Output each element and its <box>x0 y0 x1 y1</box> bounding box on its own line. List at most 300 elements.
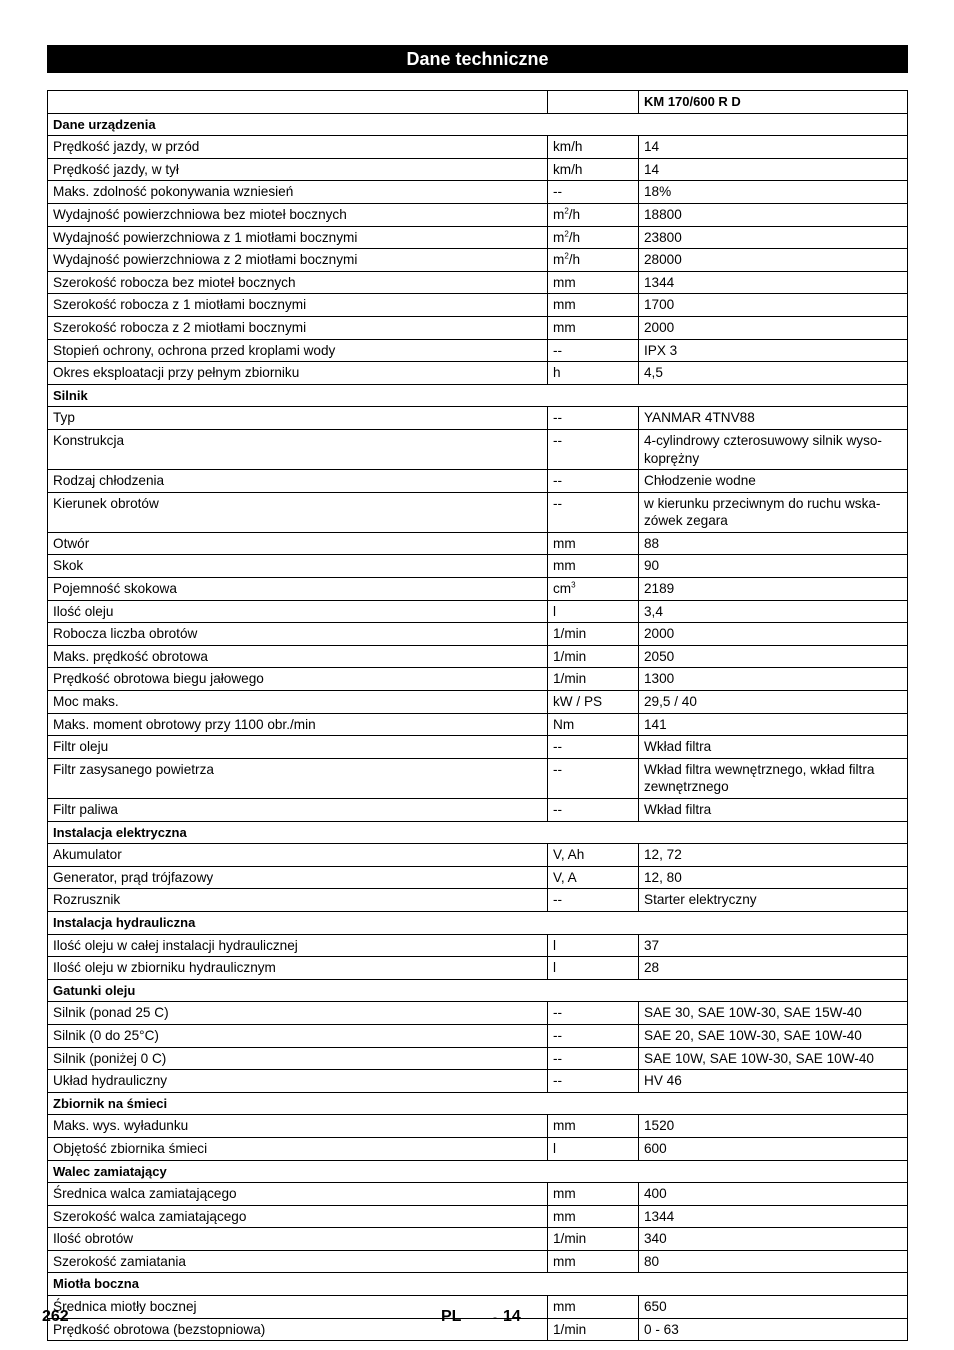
unit-text: cm <box>553 581 572 597</box>
page-number: 262 <box>42 1308 69 1325</box>
value-text: 23800 <box>644 229 682 245</box>
unit-text: -- <box>553 1073 563 1089</box>
spec-label: Otwór <box>48 532 548 555</box>
spec-label: Maks. zdolność pokonywania wzniesień <box>48 181 548 204</box>
table-row <box>48 866 908 889</box>
unit-text: -- <box>553 1005 563 1021</box>
unit-text: mm <box>553 319 576 335</box>
unit-text: -- <box>553 473 563 489</box>
spec-unit <box>548 158 639 181</box>
value-text: 1344 <box>644 1208 675 1224</box>
section-title: Instalacja hydrauliczna <box>48 911 908 934</box>
spec-label: Ilość oleju <box>48 600 548 623</box>
value-text: 0 - 63 <box>644 1321 679 1337</box>
spec-value <box>639 429 908 469</box>
unit-text: mm <box>553 1118 576 1134</box>
table-row <box>48 1183 908 1206</box>
spec-label: Kierunek obrotów <box>48 492 548 532</box>
spec-value <box>639 645 908 668</box>
spec-label: Silnik (poniżej 0 C) <box>48 1047 548 1070</box>
spec-value <box>639 555 908 578</box>
table-row <box>48 203 908 226</box>
table-row <box>48 600 908 623</box>
unit-text: mm <box>553 297 576 313</box>
spec-value <box>639 226 908 249</box>
value-text: 2000 <box>644 319 675 335</box>
spec-label: Prędkość obrotowa (bezstopniowa) <box>48 1318 548 1341</box>
unit-superscript: 2 <box>564 229 569 239</box>
unit-text: -- <box>553 1050 563 1066</box>
unit-text: -- <box>553 495 563 511</box>
table-row <box>48 470 908 493</box>
spec-label: Wydajność powierzchniowa z 2 miotłami bocznymi <box>48 249 548 272</box>
spec-unit <box>548 294 639 317</box>
unit-suffix: /h <box>568 252 581 268</box>
unit-text: -- <box>553 739 563 755</box>
value-text: 28 <box>644 960 660 976</box>
table-row <box>48 136 908 159</box>
value-text: 3,4 <box>644 603 663 619</box>
spec-label: Ilość obrotów <box>48 1228 548 1251</box>
spec-label: Okres eksploatacji przy pełnym zbiorniku <box>48 362 548 385</box>
spec-unit <box>548 203 639 226</box>
spec-unit <box>548 1024 639 1047</box>
spec-value <box>639 407 908 430</box>
spec-value <box>639 316 908 339</box>
value-text: 4-cylindrowy czterosuwowy silnik wyso- <box>644 432 882 448</box>
table-row <box>48 1047 908 1070</box>
spec-value <box>639 578 908 601</box>
value-text: 1520 <box>644 1118 675 1134</box>
spec-value <box>639 136 908 159</box>
table-row <box>48 271 908 294</box>
spec-unit <box>548 844 639 867</box>
spec-unit <box>548 736 639 759</box>
spec-label: Prędkość obrotowa biegu jałowego <box>48 668 548 691</box>
spec-value <box>639 1228 908 1251</box>
spec-value <box>639 799 908 822</box>
spec-label: Stopień ochrony, ochrona przed kroplami wody <box>48 339 548 362</box>
value-text: 88 <box>644 535 660 551</box>
spec-unit <box>548 555 639 578</box>
value-text: 400 <box>644 1186 667 1202</box>
spec-label: Wydajność powierzchniowa z 1 miotłami bocznymi <box>48 226 548 249</box>
table-row <box>48 844 908 867</box>
value-text-continued: zówek zegara <box>644 513 728 529</box>
unit-text: mm <box>553 558 576 574</box>
spec-label: Prędkość jazdy, w tył <box>48 158 548 181</box>
unit-text: km/h <box>553 139 583 155</box>
spec-unit <box>548 470 639 493</box>
table-row <box>48 668 908 691</box>
unit-text: -- <box>553 432 563 448</box>
value-text-continued: zewnętrznego <box>644 779 729 795</box>
unit-text: -- <box>553 410 563 426</box>
unit-text: -- <box>553 1027 563 1043</box>
unit-text: -- <box>553 184 563 200</box>
spec-unit <box>548 226 639 249</box>
unit-text: h <box>553 365 561 381</box>
value-text: SAE 10W, SAE 10W-30, SAE 10W-40 <box>644 1050 874 1066</box>
spec-value <box>639 1024 908 1047</box>
spec-label: Filtr zasysanego powietrza <box>48 758 548 798</box>
spec-unit <box>548 1296 639 1319</box>
value-text: 18800 <box>644 206 682 222</box>
unit-text: m <box>553 206 565 222</box>
unit-text: km/h <box>553 161 583 177</box>
table-row <box>48 934 908 957</box>
unit-text: Nm <box>553 716 575 732</box>
table-row <box>48 957 908 980</box>
spec-unit <box>548 957 639 980</box>
value-text: 12, 72 <box>644 847 682 863</box>
unit-text: -- <box>553 342 563 358</box>
model-name: KM 170/600 R D <box>639 91 908 114</box>
unit-text: mm <box>553 1253 576 1269</box>
table-header-row <box>48 91 908 114</box>
spec-unit <box>548 1070 639 1093</box>
value-text: w kierunku przeciwnym do ruchu wska- <box>644 495 881 511</box>
section-title: Silnik <box>48 384 908 407</box>
value-text: 29,5 / 40 <box>644 694 697 710</box>
section-title: Walec zamiatający <box>48 1160 908 1183</box>
unit-superscript: 2 <box>564 206 569 216</box>
table-row <box>48 1070 908 1093</box>
table-row <box>48 691 908 714</box>
table-row <box>48 1228 908 1251</box>
spec-label: Robocza liczba obrotów <box>48 623 548 646</box>
table-row <box>48 429 908 469</box>
value-text: 14 <box>644 139 660 155</box>
spec-value <box>639 866 908 889</box>
unit-text: mm <box>553 274 576 290</box>
spec-value <box>639 600 908 623</box>
value-text: 2050 <box>644 648 675 664</box>
spec-value <box>639 844 908 867</box>
unit-text: l <box>553 937 557 953</box>
spec-value <box>639 492 908 532</box>
section-header-row <box>48 821 908 844</box>
value-text: 1300 <box>644 671 675 687</box>
spec-label: Maks. moment obrotowy przy 1100 obr./min <box>48 713 548 736</box>
spec-unit <box>548 1115 639 1138</box>
spec-unit <box>548 600 639 623</box>
unit-text: l <box>553 603 557 619</box>
value-text: 340 <box>644 1231 667 1247</box>
spec-value <box>639 1296 908 1319</box>
spec-value <box>639 668 908 691</box>
value-text: 1700 <box>644 297 675 313</box>
spec-label: Konstrukcja <box>48 429 548 469</box>
spec-value <box>639 623 908 646</box>
spec-label: Rodzaj chłodzenia <box>48 470 548 493</box>
section-header-row <box>48 113 908 136</box>
value-text: 2000 <box>644 626 675 642</box>
tech-spec-table <box>47 90 908 1341</box>
spec-value <box>639 1115 908 1138</box>
value-text: Starter elektryczny <box>644 892 757 908</box>
spec-label: Szerokość walca zamiatającego <box>48 1205 548 1228</box>
unit-superscript: 3 <box>571 580 576 590</box>
spec-value <box>639 1183 908 1206</box>
value-text: 650 <box>644 1299 667 1315</box>
table-row <box>48 623 908 646</box>
value-text: HV 46 <box>644 1073 682 1089</box>
section-header-row <box>48 1273 908 1296</box>
spec-value <box>639 203 908 226</box>
spec-label: Objętość zbiornika śmieci <box>48 1137 548 1160</box>
value-text: IPX 3 <box>644 342 678 358</box>
value-text: 12, 80 <box>644 869 682 885</box>
table-row <box>48 362 908 385</box>
spec-label: Wydajność powierzchniowa bez mioteł bocznych <box>48 203 548 226</box>
spec-value <box>639 1002 908 1025</box>
table-row <box>48 407 908 430</box>
page-title: Dane techniczne <box>47 45 908 73</box>
unit-text: mm <box>553 1208 576 1224</box>
spec-label: Rozrusznik <box>48 889 548 912</box>
sub-page-number: 14 <box>503 1308 521 1325</box>
value-text: 37 <box>644 937 660 953</box>
unit-text: -- <box>553 892 563 908</box>
spec-value <box>639 249 908 272</box>
unit-text: l <box>553 1140 557 1156</box>
spec-unit <box>548 249 639 272</box>
unit-text: l <box>553 960 557 976</box>
spec-unit <box>548 691 639 714</box>
spec-value <box>639 691 908 714</box>
table-row <box>48 158 908 181</box>
unit-text: 1/min <box>553 1321 587 1337</box>
spec-label: Prędkość jazdy, w przód <box>48 136 548 159</box>
spec-label: Układ hydrauliczny <box>48 1070 548 1093</box>
value-text: 141 <box>644 716 667 732</box>
spec-label: Maks. prędkość obrotowa <box>48 645 548 668</box>
table-row <box>48 578 908 601</box>
unit-text: mm <box>553 1299 576 1315</box>
section-header-row <box>48 911 908 934</box>
section-header-row <box>48 1160 908 1183</box>
value-text: 2189 <box>644 581 675 597</box>
table-row <box>48 555 908 578</box>
spec-unit <box>548 1183 639 1206</box>
footer-dash: - <box>493 1310 497 1324</box>
table-row <box>48 889 908 912</box>
spec-value <box>639 1250 908 1273</box>
unit-text: V, A <box>553 869 577 885</box>
language-code: PL <box>441 1308 462 1325</box>
spec-unit <box>548 623 639 646</box>
table-row <box>48 249 908 272</box>
spec-unit <box>548 645 639 668</box>
table-row <box>48 645 908 668</box>
table-row <box>48 758 908 798</box>
table-row <box>48 316 908 339</box>
spec-label: Pojemność skokowa <box>48 578 548 601</box>
unit-text: 1/min <box>553 626 587 642</box>
unit-text: -- <box>553 761 563 777</box>
spec-label: Filtr paliwa <box>48 799 548 822</box>
table-row <box>48 713 908 736</box>
spec-label: Szerokość robocza bez mioteł bocznych <box>48 271 548 294</box>
spec-value <box>639 1137 908 1160</box>
spec-unit <box>548 1228 639 1251</box>
section-title: Zbiornik na śmieci <box>48 1092 908 1115</box>
table-row <box>48 181 908 204</box>
table-row <box>48 339 908 362</box>
unit-text: V, Ah <box>553 847 585 863</box>
spec-value <box>639 294 908 317</box>
value-text: 14 <box>644 161 660 177</box>
value-text: 4,5 <box>644 365 663 381</box>
table-row <box>48 1318 908 1341</box>
unit-text: m <box>553 252 565 268</box>
unit-suffix: /h <box>568 206 581 222</box>
section-header-row <box>48 1092 908 1115</box>
value-text: Wkład filtra <box>644 739 712 755</box>
spec-value <box>639 181 908 204</box>
table-row <box>48 1115 908 1138</box>
spec-label: Moc maks. <box>48 691 548 714</box>
unit-text: m <box>553 229 565 245</box>
unit-text: 1/min <box>553 648 587 664</box>
table-row <box>48 226 908 249</box>
spec-value <box>639 1318 908 1341</box>
section-header-row <box>48 979 908 1002</box>
value-text: Wkład filtra wewnętrznego, wkład filtra <box>644 761 875 777</box>
value-text: SAE 30, SAE 10W-30, SAE 15W-40 <box>644 1005 862 1021</box>
spec-unit <box>548 889 639 912</box>
spec-unit <box>548 713 639 736</box>
value-text: 1344 <box>644 274 675 290</box>
unit-text: -- <box>553 802 563 817</box>
spec-unit <box>548 271 639 294</box>
spec-value <box>639 158 908 181</box>
spec-unit <box>548 316 639 339</box>
value-text-continued: koprężny <box>644 450 700 466</box>
value-text: SAE 20, SAE 10W-30, SAE 10W-40 <box>644 1027 862 1043</box>
spec-label: Silnik (0 do 25°C) <box>48 1024 548 1047</box>
value-text: Chłodzenie wodne <box>644 473 756 489</box>
spec-unit <box>548 532 639 555</box>
spec-unit <box>548 407 639 430</box>
section-header-row <box>48 384 908 407</box>
unit-text: 1/min <box>553 671 587 687</box>
section-title: Instalacja elektryczna <box>48 821 908 844</box>
spec-value <box>639 1205 908 1228</box>
spec-label: Silnik (ponad 25 C) <box>48 1002 548 1025</box>
spec-label: Średnica miotły bocznej <box>48 1296 548 1319</box>
spec-unit <box>548 362 639 385</box>
section-title: Dane urządzenia <box>48 113 908 136</box>
spec-value <box>639 713 908 736</box>
spec-value <box>639 339 908 362</box>
spec-value <box>639 470 908 493</box>
spec-unit <box>548 578 639 601</box>
spec-unit <box>548 136 639 159</box>
section-title: Gatunki oleju <box>48 979 908 1002</box>
table-row <box>48 1250 908 1273</box>
spec-value <box>639 362 908 385</box>
unit-text: kW / PS <box>553 694 603 710</box>
spec-label: Akumulator <box>48 844 548 867</box>
spec-value <box>639 758 908 798</box>
table-row <box>48 1137 908 1160</box>
spec-label: Filtr oleju <box>48 736 548 759</box>
spec-label: Generator, prąd trójfazowy <box>48 866 548 889</box>
table-row <box>48 294 908 317</box>
spec-unit <box>548 1318 639 1341</box>
spec-value <box>639 889 908 912</box>
spec-unit <box>548 1047 639 1070</box>
table-row <box>48 492 908 532</box>
spec-unit <box>548 668 639 691</box>
tech-spec-body <box>48 91 908 1341</box>
spec-unit <box>548 1205 639 1228</box>
header-label-cell <box>48 91 548 114</box>
spec-label: Skok <box>48 555 548 578</box>
value-text: YANMAR 4TNV88 <box>644 410 755 426</box>
unit-text: 1/min <box>553 1231 587 1247</box>
table-row <box>48 1024 908 1047</box>
spec-unit <box>548 934 639 957</box>
spec-label: Szerokość zamiatania <box>48 1250 548 1273</box>
spec-value <box>639 736 908 759</box>
spec-unit <box>548 429 639 469</box>
spec-unit <box>548 492 639 532</box>
value-text: 600 <box>644 1140 667 1156</box>
header-unit-cell <box>548 91 639 114</box>
unit-superscript: 2 <box>564 251 569 261</box>
spec-label: Typ <box>48 407 548 430</box>
spec-unit <box>548 1137 639 1160</box>
value-text: 18% <box>644 184 672 200</box>
value-text: Wkład filtra <box>644 802 712 817</box>
spec-label: Ilość oleju w zbiorniku hydraulicznym <box>48 957 548 980</box>
unit-text: mm <box>553 1186 576 1202</box>
unit-suffix: /h <box>568 229 581 245</box>
spec-value <box>639 532 908 555</box>
section-title: Miotła boczna <box>48 1273 908 1296</box>
spec-unit <box>548 758 639 798</box>
spec-label: Maks. wys. wyładunku <box>48 1115 548 1138</box>
value-text: 28000 <box>644 252 682 268</box>
spec-value <box>639 271 908 294</box>
table-row <box>48 799 908 822</box>
table-row <box>48 1205 908 1228</box>
spec-value <box>639 934 908 957</box>
spec-label: Szerokość robocza z 2 miotłami bocznymi <box>48 316 548 339</box>
table-row <box>48 1296 908 1319</box>
spec-label: Ilość oleju w całej instalacji hydraulicznej <box>48 934 548 957</box>
table-row <box>48 1002 908 1025</box>
spec-unit <box>548 1250 639 1273</box>
spec-unit <box>548 339 639 362</box>
spec-label: Szerokość robocza z 1 miotłami bocznymi <box>48 294 548 317</box>
spec-value <box>639 1047 908 1070</box>
spec-unit <box>548 1002 639 1025</box>
spec-label: Średnica walca zamiatającego <box>48 1183 548 1206</box>
spec-value <box>639 1070 908 1093</box>
unit-text: mm <box>553 535 576 551</box>
table-row <box>48 532 908 555</box>
value-text: 90 <box>644 558 660 574</box>
value-text: 80 <box>644 1253 660 1269</box>
spec-unit <box>548 181 639 204</box>
spec-value <box>639 957 908 980</box>
table-row <box>48 736 908 759</box>
spec-unit <box>548 799 639 822</box>
